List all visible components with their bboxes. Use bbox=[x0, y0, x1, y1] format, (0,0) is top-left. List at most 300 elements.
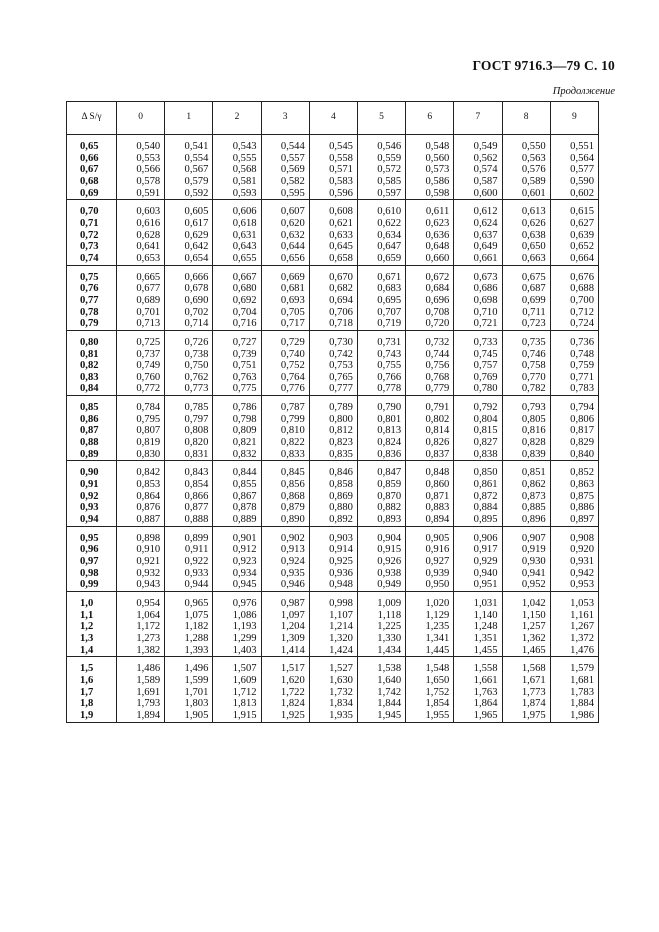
table-cell: 0,917 bbox=[454, 544, 502, 556]
table-cell: 0,598 bbox=[406, 188, 454, 200]
table-cell: 1,362 bbox=[502, 633, 550, 645]
table-cell: 0,738 bbox=[165, 349, 213, 361]
table-cell: 0,798 bbox=[213, 414, 261, 426]
table-cell: 0,910 bbox=[117, 544, 165, 556]
table-cell: 0,837 bbox=[406, 449, 454, 461]
row-label: 0,86 bbox=[67, 414, 117, 426]
row-label: 1,0 bbox=[67, 598, 117, 610]
table-row bbox=[67, 568, 599, 580]
table-cell: 1,620 bbox=[261, 675, 309, 687]
table-cell: 0,615 bbox=[550, 206, 598, 218]
table-cell: 0,797 bbox=[165, 414, 213, 426]
table-cell: 0,603 bbox=[117, 206, 165, 218]
table-row bbox=[67, 164, 599, 176]
table-cell: 0,791 bbox=[406, 402, 454, 414]
table-cell: 0,976 bbox=[213, 598, 261, 610]
table-cell: 0,653 bbox=[117, 253, 165, 265]
table-cell: 0,948 bbox=[309, 579, 357, 591]
table-cell: 0,760 bbox=[117, 372, 165, 384]
table-cell: 1,009 bbox=[357, 598, 405, 610]
table-cell: 0,589 bbox=[502, 176, 550, 188]
table-cell: 0,655 bbox=[213, 253, 261, 265]
table-cell: 1,235 bbox=[406, 621, 454, 633]
value-table bbox=[66, 101, 599, 723]
table-cell: 0,579 bbox=[165, 176, 213, 188]
table-cell: 1,273 bbox=[117, 633, 165, 645]
table-cell: 0,624 bbox=[454, 218, 502, 230]
row-label: 0,72 bbox=[67, 230, 117, 242]
table-cell: 0,846 bbox=[309, 467, 357, 479]
table-cell: 0,692 bbox=[213, 295, 261, 307]
row-label: 0,82 bbox=[67, 360, 117, 372]
table-cell: 0,790 bbox=[357, 402, 405, 414]
table-cell: 0,911 bbox=[165, 544, 213, 556]
table-cell: 0,574 bbox=[454, 164, 502, 176]
table-cell: 0,851 bbox=[502, 467, 550, 479]
table-row bbox=[67, 467, 599, 479]
table-cell: 1,330 bbox=[357, 633, 405, 645]
table-row bbox=[67, 176, 599, 188]
table-cell: 0,744 bbox=[406, 349, 454, 361]
table-cell: 1,905 bbox=[165, 710, 213, 722]
row-label: 1,4 bbox=[67, 645, 117, 657]
corner-header: Δ S/γ bbox=[67, 102, 117, 135]
table-cell: 0,690 bbox=[165, 295, 213, 307]
table-cell: 0,783 bbox=[550, 383, 598, 395]
table-cell: 1,161 bbox=[550, 610, 598, 622]
table-cell: 0,802 bbox=[406, 414, 454, 426]
table-cell: 1,965 bbox=[454, 710, 502, 722]
table-cell: 0,892 bbox=[309, 514, 357, 526]
table-cell: 0,779 bbox=[406, 383, 454, 395]
table-row bbox=[67, 437, 599, 449]
table-cell: 0,596 bbox=[309, 188, 357, 200]
table-cell: 0,724 bbox=[550, 318, 598, 330]
table-cell: 0,706 bbox=[309, 307, 357, 319]
row-label: 0,95 bbox=[67, 533, 117, 545]
table-cell: 0,743 bbox=[357, 349, 405, 361]
table-cell: 1,773 bbox=[502, 687, 550, 699]
table-cell: 0,658 bbox=[309, 253, 357, 265]
table-cell: 0,713 bbox=[117, 318, 165, 330]
table-cell: 1,248 bbox=[454, 621, 502, 633]
table-cell: 0,687 bbox=[502, 283, 550, 295]
table-cell: 1,476 bbox=[550, 645, 598, 657]
table-cell: 0,659 bbox=[357, 253, 405, 265]
table-cell: 0,914 bbox=[309, 544, 357, 556]
table-cell: 0,859 bbox=[357, 479, 405, 491]
table-cell: 0,735 bbox=[502, 337, 550, 349]
table-header-row bbox=[67, 102, 599, 135]
table-cell: 0,718 bbox=[309, 318, 357, 330]
table-cell: 0,608 bbox=[309, 206, 357, 218]
table-cell: 0,633 bbox=[309, 230, 357, 242]
table-cell: 0,880 bbox=[309, 502, 357, 514]
table-cell: 1,925 bbox=[261, 710, 309, 722]
table-cell: 0,664 bbox=[550, 253, 598, 265]
table-cell: 0,927 bbox=[406, 556, 454, 568]
table-cell: 1,803 bbox=[165, 698, 213, 710]
table-cell: 0,770 bbox=[502, 372, 550, 384]
table-cell: 0,764 bbox=[261, 372, 309, 384]
table-cell: 0,632 bbox=[261, 230, 309, 242]
table-cell: 0,634 bbox=[357, 230, 405, 242]
table-cell: 0,541 bbox=[165, 141, 213, 153]
table-cell: 0,765 bbox=[309, 372, 357, 384]
table-cell: 0,878 bbox=[213, 502, 261, 514]
table-cell: 0,912 bbox=[213, 544, 261, 556]
row-label: 0,77 bbox=[67, 295, 117, 307]
table-row bbox=[67, 206, 599, 218]
table-cell: 1,299 bbox=[213, 633, 261, 645]
table-cell: 0,850 bbox=[454, 467, 502, 479]
table-cell: 0,716 bbox=[213, 318, 261, 330]
table-cell: 0,813 bbox=[357, 425, 405, 437]
table-cell: 0,886 bbox=[550, 502, 598, 514]
table-row bbox=[67, 610, 599, 622]
table-cell: 0,839 bbox=[502, 449, 550, 461]
table-cell: 0,852 bbox=[550, 467, 598, 479]
table-cell: 0,830 bbox=[117, 449, 165, 461]
row-label: 1,2 bbox=[67, 621, 117, 633]
table-row bbox=[67, 153, 599, 165]
table-cell: 0,924 bbox=[261, 556, 309, 568]
table-cell: 0,832 bbox=[213, 449, 261, 461]
table-cell: 1,834 bbox=[309, 698, 357, 710]
table-cell: 0,875 bbox=[550, 491, 598, 503]
table-cell: 0,806 bbox=[550, 414, 598, 426]
table-cell: 0,916 bbox=[406, 544, 454, 556]
table-cell: 0,945 bbox=[213, 579, 261, 591]
table-cell: 1,214 bbox=[309, 621, 357, 633]
table-cell: 1,140 bbox=[454, 610, 502, 622]
table-cell: 0,877 bbox=[165, 502, 213, 514]
table-cell: 0,756 bbox=[406, 360, 454, 372]
table-cell: 0,932 bbox=[117, 568, 165, 580]
table-cell: 0,804 bbox=[454, 414, 502, 426]
table-cell: 0,739 bbox=[213, 349, 261, 361]
row-label: 0,85 bbox=[67, 402, 117, 414]
table-cell: 1,589 bbox=[117, 675, 165, 687]
table-cell: 0,768 bbox=[406, 372, 454, 384]
table-cell: 0,753 bbox=[309, 360, 357, 372]
table-cell: 0,563 bbox=[502, 153, 550, 165]
table-row bbox=[67, 253, 599, 265]
table-cell: 0,785 bbox=[165, 402, 213, 414]
table-cell: 0,660 bbox=[406, 253, 454, 265]
table-cell: 1,445 bbox=[406, 645, 454, 657]
row-label: 0,87 bbox=[67, 425, 117, 437]
table-cell: 1,086 bbox=[213, 610, 261, 622]
table-cell: 0,935 bbox=[261, 568, 309, 580]
table-cell: 1,650 bbox=[406, 675, 454, 687]
table-cell: 0,860 bbox=[406, 479, 454, 491]
table-row bbox=[67, 449, 599, 461]
table-cell: 0,903 bbox=[309, 533, 357, 545]
table-cell: 1,486 bbox=[117, 663, 165, 675]
table-cell: 0,721 bbox=[454, 318, 502, 330]
row-label: 0,78 bbox=[67, 307, 117, 319]
table-cell: 0,637 bbox=[454, 230, 502, 242]
table-cell: 1,945 bbox=[357, 710, 405, 722]
table-cell: 1,107 bbox=[309, 610, 357, 622]
table-cell: 1,496 bbox=[165, 663, 213, 675]
table-cell: 0,887 bbox=[117, 514, 165, 526]
table-cell: 0,666 bbox=[165, 272, 213, 284]
table-cell: 0,998 bbox=[309, 598, 357, 610]
table-cell: 0,661 bbox=[454, 253, 502, 265]
table-cell: 0,699 bbox=[502, 295, 550, 307]
table-cell: 0,707 bbox=[357, 307, 405, 319]
table-cell: 0,858 bbox=[309, 479, 357, 491]
table-cell: 0,769 bbox=[454, 372, 502, 384]
table-cell: 0,616 bbox=[117, 218, 165, 230]
table-cell: 0,836 bbox=[357, 449, 405, 461]
table-cell: 1,320 bbox=[309, 633, 357, 645]
table-cell: 0,548 bbox=[406, 141, 454, 153]
table-cell: 0,794 bbox=[550, 402, 598, 414]
row-label: 1,6 bbox=[67, 675, 117, 687]
table-cell: 0,934 bbox=[213, 568, 261, 580]
table-cell: 0,930 bbox=[502, 556, 550, 568]
table-cell: 0,543 bbox=[213, 141, 261, 153]
table-cell: 1,393 bbox=[165, 645, 213, 657]
table-cell: 1,351 bbox=[454, 633, 502, 645]
table-cell: 0,772 bbox=[117, 383, 165, 395]
table-cell: 0,821 bbox=[213, 437, 261, 449]
column-header: 7 bbox=[454, 102, 502, 135]
table-row bbox=[67, 645, 599, 657]
table-cell: 0,771 bbox=[550, 372, 598, 384]
table-cell: 0,894 bbox=[406, 514, 454, 526]
table-cell: 1,630 bbox=[309, 675, 357, 687]
table-row bbox=[67, 188, 599, 200]
table-cell: 0,950 bbox=[406, 579, 454, 591]
table-cell: 0,907 bbox=[502, 533, 550, 545]
table-cell: 0,611 bbox=[406, 206, 454, 218]
table-cell: 0,827 bbox=[454, 437, 502, 449]
table-cell: 0,671 bbox=[357, 272, 405, 284]
table-cell: 0,787 bbox=[261, 402, 309, 414]
table-cell: 1,793 bbox=[117, 698, 165, 710]
table-cell: 0,829 bbox=[550, 437, 598, 449]
table-cell: 0,883 bbox=[406, 502, 454, 514]
table-row bbox=[67, 544, 599, 556]
table-cell: 0,622 bbox=[357, 218, 405, 230]
table-cell: 0,676 bbox=[550, 272, 598, 284]
table-cell: 0,805 bbox=[502, 414, 550, 426]
table-cell: 0,777 bbox=[309, 383, 357, 395]
table-cell: 0,654 bbox=[165, 253, 213, 265]
row-label: 0,71 bbox=[67, 218, 117, 230]
table-cell: 0,613 bbox=[502, 206, 550, 218]
table-cell: 0,582 bbox=[261, 176, 309, 188]
table-cell: 0,555 bbox=[213, 153, 261, 165]
table-cell: 0,919 bbox=[502, 544, 550, 556]
table-cell: 0,939 bbox=[406, 568, 454, 580]
table-cell: 0,884 bbox=[454, 502, 502, 514]
table-cell: 1,640 bbox=[357, 675, 405, 687]
table-cell: 0,902 bbox=[261, 533, 309, 545]
table-cell: 1,129 bbox=[406, 610, 454, 622]
table-row bbox=[67, 425, 599, 437]
table-cell: 0,800 bbox=[309, 414, 357, 426]
column-header: 3 bbox=[261, 102, 309, 135]
table-cell: 0,607 bbox=[261, 206, 309, 218]
table-cell: 0,650 bbox=[502, 241, 550, 253]
table-row bbox=[67, 698, 599, 710]
table-row bbox=[67, 283, 599, 295]
table-cell: 0,882 bbox=[357, 502, 405, 514]
column-header: 5 bbox=[357, 102, 405, 135]
table-cell: 0,626 bbox=[502, 218, 550, 230]
table-cell: 0,816 bbox=[502, 425, 550, 437]
table-cell: 0,717 bbox=[261, 318, 309, 330]
table-cell: 0,731 bbox=[357, 337, 405, 349]
table-cell: 0,949 bbox=[357, 579, 405, 591]
table-cell: 0,686 bbox=[454, 283, 502, 295]
table-cell: 1,465 bbox=[502, 645, 550, 657]
table-cell: 1,414 bbox=[261, 645, 309, 657]
table-cell: 1,434 bbox=[357, 645, 405, 657]
table-cell: 0,855 bbox=[213, 479, 261, 491]
table-cell: 0,745 bbox=[454, 349, 502, 361]
table-row bbox=[67, 360, 599, 372]
table-row bbox=[67, 337, 599, 349]
table-cell: 0,681 bbox=[261, 283, 309, 295]
table-row bbox=[67, 141, 599, 153]
table-cell: 0,784 bbox=[117, 402, 165, 414]
table-cell: 0,638 bbox=[502, 230, 550, 242]
table-cell: 0,873 bbox=[502, 491, 550, 503]
table-cell: 0,586 bbox=[406, 176, 454, 188]
row-label: 0,83 bbox=[67, 372, 117, 384]
table-row bbox=[67, 383, 599, 395]
row-label: 0,94 bbox=[67, 514, 117, 526]
table-cell: 0,826 bbox=[406, 437, 454, 449]
table-cell: 0,554 bbox=[165, 153, 213, 165]
table-cell: 1,064 bbox=[117, 610, 165, 622]
table-cell: 1,824 bbox=[261, 698, 309, 710]
table-cell: 1,701 bbox=[165, 687, 213, 699]
table-cell: 0,711 bbox=[502, 307, 550, 319]
row-label: 0,92 bbox=[67, 491, 117, 503]
table-cell: 0,944 bbox=[165, 579, 213, 591]
table-cell: 0,702 bbox=[165, 307, 213, 319]
table-cell: 0,628 bbox=[117, 230, 165, 242]
page-header: ГОСТ 9716.3—79 С. 10 bbox=[472, 58, 615, 73]
table-cell: 0,861 bbox=[454, 479, 502, 491]
table-cell: 0,641 bbox=[117, 241, 165, 253]
table-cell: 0,987 bbox=[261, 598, 309, 610]
table-cell: 0,545 bbox=[309, 141, 357, 153]
table-cell: 0,708 bbox=[406, 307, 454, 319]
table-cell: 0,592 bbox=[165, 188, 213, 200]
table-row bbox=[67, 621, 599, 633]
table-cell: 0,546 bbox=[357, 141, 405, 153]
table-cell: 0,612 bbox=[454, 206, 502, 218]
table-cell: 0,913 bbox=[261, 544, 309, 556]
table-cell: 0,778 bbox=[357, 383, 405, 395]
table-cell: 0,893 bbox=[357, 514, 405, 526]
table-cell: 1,548 bbox=[406, 663, 454, 675]
table-cell: 0,856 bbox=[261, 479, 309, 491]
table-cell: 0,898 bbox=[117, 533, 165, 545]
table-cell: 0,621 bbox=[309, 218, 357, 230]
table-row bbox=[67, 710, 599, 722]
table-cell: 0,915 bbox=[357, 544, 405, 556]
table-cell: 1,752 bbox=[406, 687, 454, 699]
table-cell: 1,813 bbox=[213, 698, 261, 710]
table-cell: 0,954 bbox=[117, 598, 165, 610]
table-row bbox=[67, 402, 599, 414]
table-cell: 0,729 bbox=[261, 337, 309, 349]
table-cell: 0,951 bbox=[454, 579, 502, 591]
table-cell: 0,704 bbox=[213, 307, 261, 319]
row-label: 1,9 bbox=[67, 710, 117, 722]
table-row bbox=[67, 372, 599, 384]
table-cell: 1,118 bbox=[357, 610, 405, 622]
table-cell: 0,645 bbox=[309, 241, 357, 253]
table-cell: 0,567 bbox=[165, 164, 213, 176]
table-cell: 0,723 bbox=[502, 318, 550, 330]
table-cell: 0,587 bbox=[454, 176, 502, 188]
row-label: 0,91 bbox=[67, 479, 117, 491]
table-cell: 0,684 bbox=[406, 283, 454, 295]
table-cell: 1,763 bbox=[454, 687, 502, 699]
table-row bbox=[67, 272, 599, 284]
table-cell: 0,810 bbox=[261, 425, 309, 437]
table-cell: 1,403 bbox=[213, 645, 261, 657]
table-cell: 0,693 bbox=[261, 295, 309, 307]
table-row bbox=[67, 295, 599, 307]
table-cell: 0,925 bbox=[309, 556, 357, 568]
table-cell: 0,620 bbox=[261, 218, 309, 230]
table-cell: 0,701 bbox=[117, 307, 165, 319]
table-cell: 1,691 bbox=[117, 687, 165, 699]
table-cell: 1,172 bbox=[117, 621, 165, 633]
table-cell: 1,507 bbox=[213, 663, 261, 675]
table-cell: 0,853 bbox=[117, 479, 165, 491]
table-cell: 1,225 bbox=[357, 621, 405, 633]
table-cell: 0,600 bbox=[454, 188, 502, 200]
table-cell: 0,752 bbox=[261, 360, 309, 372]
table-cell: 0,557 bbox=[261, 153, 309, 165]
table-cell: 1,661 bbox=[454, 675, 502, 687]
table-cell: 1,097 bbox=[261, 610, 309, 622]
table-cell: 1,527 bbox=[309, 663, 357, 675]
table-cell: 0,606 bbox=[213, 206, 261, 218]
table-cell: 0,848 bbox=[406, 467, 454, 479]
table-cell: 0,867 bbox=[213, 491, 261, 503]
table-cell: 0,623 bbox=[406, 218, 454, 230]
table-cell: 1,182 bbox=[165, 621, 213, 633]
table-cell: 0,862 bbox=[502, 479, 550, 491]
table-row bbox=[67, 687, 599, 699]
table-cell: 0,938 bbox=[357, 568, 405, 580]
table-cell: 0,675 bbox=[502, 272, 550, 284]
table-cell: 0,665 bbox=[117, 272, 165, 284]
table-cell: 0,885 bbox=[502, 502, 550, 514]
table-cell: 0,727 bbox=[213, 337, 261, 349]
table-cell: 0,725 bbox=[117, 337, 165, 349]
table-cell: 0,824 bbox=[357, 437, 405, 449]
table-cell: 0,593 bbox=[213, 188, 261, 200]
table-cell: 0,698 bbox=[454, 295, 502, 307]
table-cell: 0,896 bbox=[502, 514, 550, 526]
table-cell: 0,835 bbox=[309, 449, 357, 461]
table-row bbox=[67, 675, 599, 687]
